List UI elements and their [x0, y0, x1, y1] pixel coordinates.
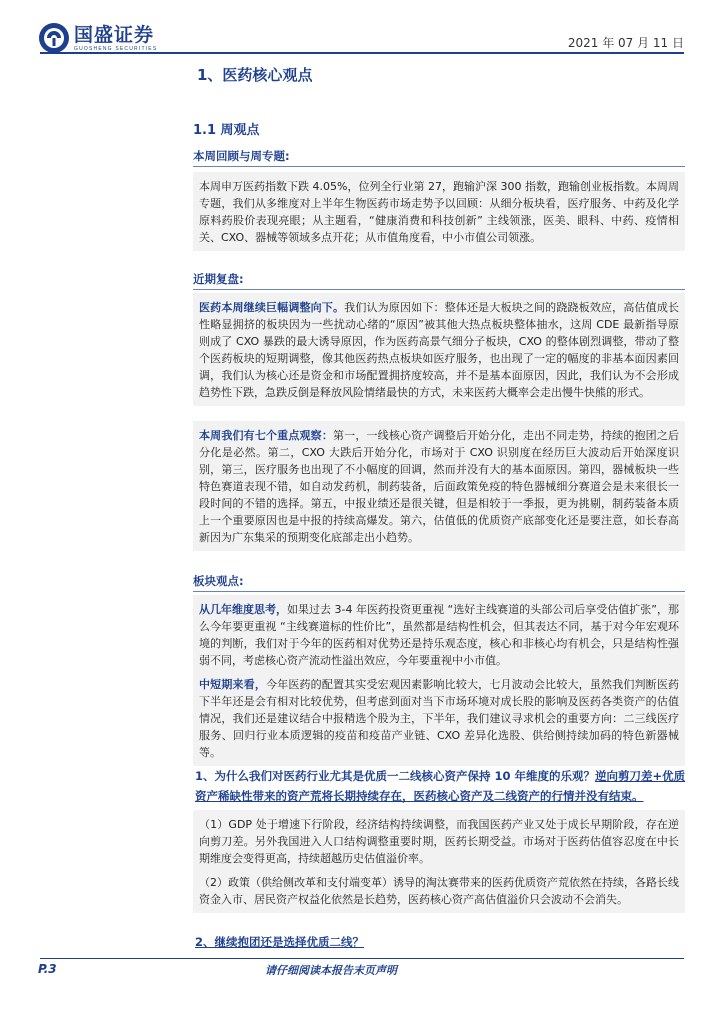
report-date: 2021 年 07 月 11 日 [567, 36, 684, 50]
sector-lead-2: 中短期来看， [199, 678, 266, 691]
guosheng-logo-icon [38, 22, 70, 54]
recent-heading: 近期复盘: [193, 271, 685, 287]
sector-text-1: 如果过去 3-4 年医药投资更重视 “选好主线赛道的头部公司后享受估值扩张”，那么今年要更重视 “主线赛道标的性价比”，虽然都是结构性机会，但其表达不同，基于对今年宏观环境的判断，我们对于今年的医药相对优势还是持乐观态度，核心和非核心均有机会，只是结构性强弱不同，考虑核心资产流动性溢出效应，今年要重视中小市值。 [199, 603, 679, 667]
footer-divider [40, 958, 684, 959]
sector-box-2 [193, 670, 685, 766]
question-1-answer: 逆向剪刀差+优质资产稀缺性带来的资产荒将长期持续存在，医药核心资产及二线资产的行情并没有结束。 [195, 769, 686, 803]
recent-lead-2: 本周我们有七个重点观察： [199, 429, 333, 442]
review-heading: 本周回顾与周专题: [193, 148, 685, 164]
page-number: P.3 [38, 962, 57, 976]
sector-box-1 [193, 595, 685, 674]
section-title: 1、医药核心观点 [197, 66, 313, 84]
question-2-heading [195, 932, 687, 952]
footer-disclaimer: 请仔细阅读本报告末页声明 [265, 964, 397, 977]
question-2-title: 2、继续抱团还是选择优质二线？ [195, 935, 364, 949]
recent-box-1 [193, 293, 685, 406]
recent-box-2 [193, 421, 685, 551]
recent-text-1: 我们认为原因如下：整体还是大板块之间的跷跷板效应，高估值成长性略显拥挤的板块因为一些扰动心绪的“原因”被其他大热点板块整体抽水，这周 CDE 最新指导原则成了 CXO 暴跌的最大诱导原因，作为医药高景气细分子板块，CXO 的整体剧烈调整，带动了整个医药板块的短期调整，像其他医药热点板块如医疗服务，也出现了一定的幅度的非基本面因素回调，我们认为核心还是资金和市场配置拥挤度较高，并不是基本面原因，因此，我们认为不会形成趋势性下跌，急跌反倒是释放风险情绪最快的方式，未来医药大概率会走出慢牛快熊的形式。 [199, 301, 680, 399]
question-1-heading [195, 766, 687, 806]
review-box [193, 172, 685, 251]
sector-lead-1: 从几年维度思考， [199, 603, 288, 616]
header-divider [40, 52, 684, 54]
recent-text-2: 第一，一线核心资产调整后开始分化，走出不同走势，持续的抱团之后分化是必然。第二，CXO 大跌后开始分化，市场对于 CXO 识别度在经历巨大波动后开始深度识别，第三，医疗服务也出现了不小幅度的回调，然而并没有大的基本面原因。第四，器械板块一些特色赛道表现不错，如自动发药机，制药装备，后面政策免疫的特色器械细分赛道会是未来很长一段时间的不错的选择。第五，中报业绩还是很关键，但是相较于一季报，更为挑剔，制药装备本质上一个重要原因也是中报的持续高爆发。第六，估值低的优质资产底部变化还是要注意，如长春高新因为广东集采的预期变化底部走出小趋势。 [199, 429, 679, 544]
brand-name-en: GUOSHENG SECURITIES [74, 46, 158, 52]
section-subtitle: 1.1 周观点 [193, 123, 260, 138]
question-1-box-2 [193, 868, 685, 913]
question-1-title: 1、为什么我们对医药行业尤其是优质一二线核心资产保持 10 年维度的乐观？ [195, 769, 596, 783]
sector-text-2: 今年医药的配置其实受宏观因素影响比较大，七月波动会比较大，虽然我们判断医药下半年还是会有相对比较优势，但考虑到面对当下市场环境对成长股的影响及医药各类资产的估值情况，我们还是建议结合中报精选个股为主，下半年，我们建议寻求机会的重要方向：二三线医疗服务、回归行业本质逻辑的疫苗和疫苗产业链、CXO 差异化选股、供给侧持续加码的特色新器械等。 [199, 678, 679, 759]
question-1-text-2: （2）政策（供给侧改革和支付端变革）诱导的淘汰赛带来的医药优质资产荒依然在持续，各路长线资金入市、居民资产权益化依然是长趋势，医药核心资产高估值溢价只会波动不会消失。 [199, 876, 679, 906]
brand-name-cn: 国盛证券 [74, 24, 155, 46]
question-1-box-1 [193, 810, 685, 872]
recent-lead-1: 医药本周继续巨幅调整向下。 [199, 301, 345, 314]
sector-heading: 板块观点: [193, 573, 685, 589]
brand-logo [38, 22, 157, 54]
question-1-text-1: （1）GDP 处于增速下行阶段，经济结构持续调整，而我国医药产业又处于成长早期阶段，存在逆向剪刀差。另外我国进入人口结构调整重要时期，医药长期受益。市场对于医药估值容忍度在中长期维度会变得更高，持续超越历史估值溢价率。 [199, 818, 679, 865]
review-text: 本周申万医药指数下跌 4.05%，位列全行业第 27，跑输沪深 300 指数，跑输创业板指数。本周周专题，我们从多维度对上半年生物医药市场走势予以回顾：从细分板块看，医疗服务、中药及化学原料药股价表现亮眼；从主题看，“健康消费和科技创新” 主线领涨，医美、眼科、中药、疫情相关、CXO、器械等领域多点开花；从市值角度看，中小市值公司领涨。 [199, 180, 679, 244]
